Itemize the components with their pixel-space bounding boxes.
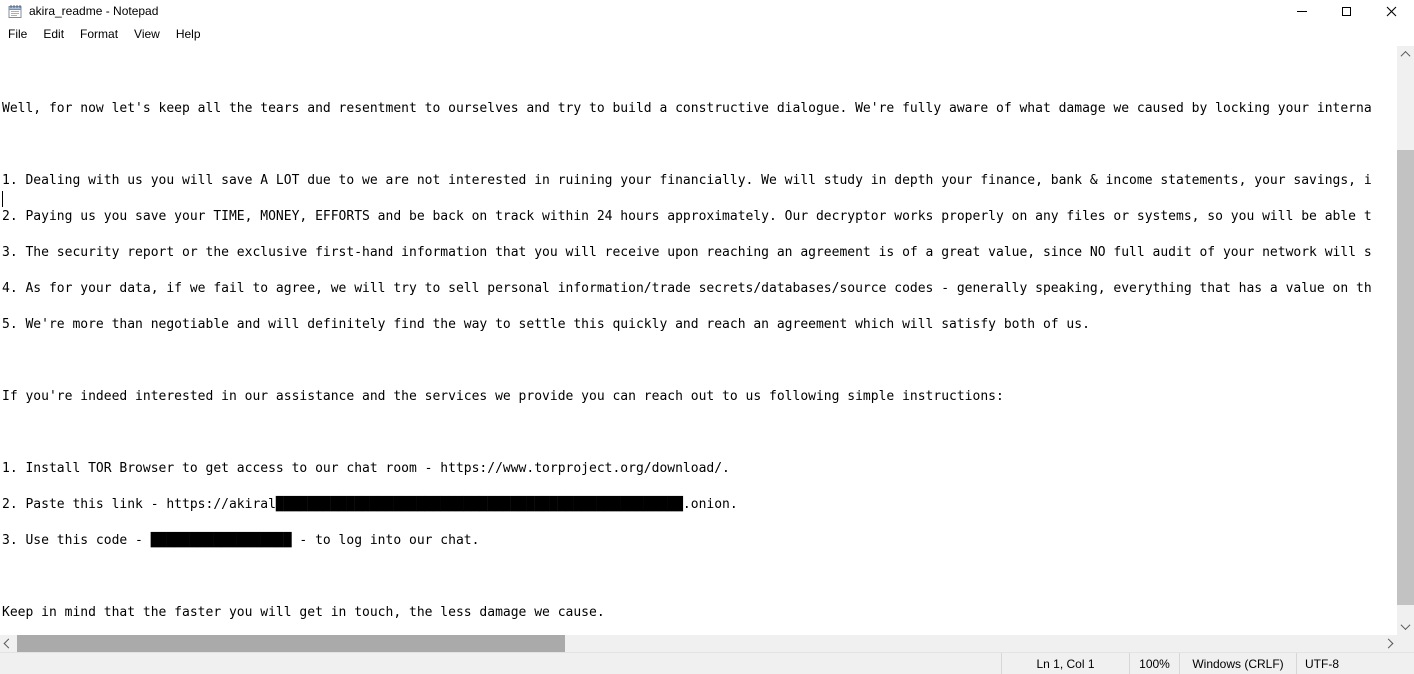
text-line xyxy=(2,478,1397,496)
window-controls xyxy=(1279,0,1414,22)
maximize-button[interactable] xyxy=(1324,0,1369,22)
status-bar xyxy=(0,652,1414,674)
text-line: 2. Paying us you save your TIME, MONEY, EFFORTS and be back on track within 24 hours approximately. Our decryptor works properly on any files or systems, so you will be able t xyxy=(2,209,1372,224)
status-cell-0: Ln 1, Col 1 xyxy=(1001,653,1129,674)
chevron-right-icon xyxy=(1384,639,1394,649)
text-line xyxy=(2,262,1397,280)
text-line: 3. Use this code - ██████████████████ - to log into our chat. xyxy=(2,533,480,548)
text-line xyxy=(2,406,1397,424)
menu-item-edit[interactable]: Edit xyxy=(43,27,65,41)
close-icon xyxy=(1386,6,1397,17)
scrollbar-corner xyxy=(1397,635,1414,652)
close-button[interactable] xyxy=(1369,0,1414,22)
chevron-down-icon xyxy=(1401,620,1411,630)
text-line xyxy=(2,442,1397,460)
title-bar xyxy=(0,0,1414,22)
minimize-icon xyxy=(1297,11,1307,12)
text-line xyxy=(2,514,1397,532)
text-line xyxy=(2,334,1397,352)
text-line xyxy=(2,46,1397,64)
scroll-up-button[interactable] xyxy=(1397,46,1414,63)
text-line: 1. Install TOR Browser to get access to our chat room - https://www.torproject.org/download/. xyxy=(2,461,730,476)
menu-bar xyxy=(0,22,1414,47)
text-line xyxy=(2,370,1397,388)
text-line: 3. The security report or the exclusive first-hand information that you will receive upon reaching an agreement is of a great value, since NO full audit of your network will s xyxy=(2,245,1372,260)
text-line xyxy=(2,64,1397,82)
chevron-up-icon xyxy=(1401,51,1411,61)
text-line xyxy=(2,118,1397,136)
menu-item-file[interactable]: File xyxy=(8,27,28,41)
text-line xyxy=(2,82,1397,100)
scroll-right-button[interactable] xyxy=(1380,635,1397,652)
text-editor[interactable] xyxy=(0,46,1397,635)
text-caret xyxy=(2,191,3,207)
text-line xyxy=(2,352,1397,370)
text-line xyxy=(2,226,1397,244)
text-line: Keep in mind that the faster you will get in touch, the less damage we cause. xyxy=(2,605,605,620)
text-line xyxy=(2,424,1397,442)
notepad-icon xyxy=(7,3,23,19)
chevron-left-icon xyxy=(4,639,14,649)
text-line xyxy=(2,298,1397,316)
text-line: 1. Dealing with us you will save A LOT due to we are not interested in ruining your financially. We will study in depth your finance, bank & income statements, your savings, i xyxy=(2,173,1372,188)
window-title: akira_readme - Notepad xyxy=(29,4,159,18)
text-line: If you're indeed interested in our assistance and the services we provide you can reach out to us following simple instructions: xyxy=(2,389,1004,404)
menu-item-format[interactable]: Format xyxy=(80,27,119,41)
text-line: 5. We're more than negotiable and will definitely find the way to settle this quickly and reach an agreement which will satisfy both of us. xyxy=(2,317,1090,332)
maximize-icon xyxy=(1342,7,1351,16)
text-line xyxy=(2,586,1397,604)
text-line xyxy=(2,154,1397,172)
vertical-scrollbar-thumb[interactable] xyxy=(1397,150,1414,605)
status-cell-3: UTF-8 xyxy=(1296,653,1414,674)
minimize-button[interactable] xyxy=(1279,0,1324,22)
status-filler xyxy=(0,653,1001,674)
menu-item-view[interactable]: View xyxy=(134,27,160,41)
horizontal-scrollbar-thumb[interactable] xyxy=(17,635,565,652)
scroll-down-button[interactable] xyxy=(1397,618,1414,635)
horizontal-scrollbar[interactable] xyxy=(0,635,1397,652)
status-cell-2: Windows (CRLF) xyxy=(1179,653,1296,674)
scroll-left-button[interactable] xyxy=(0,635,17,652)
text-line xyxy=(2,550,1397,568)
menu-item-help[interactable]: Help xyxy=(175,27,201,41)
text-line: 4. As for your data, if we fail to agree, we will try to sell personal information/trade secrets/databases/source codes - generally speaking, everything that has a value on th xyxy=(2,281,1372,296)
status-cell-1: 100% xyxy=(1129,653,1179,674)
text-line xyxy=(2,136,1397,154)
text-line: Well, for now let's keep all the tears and resentment to ourselves and try to build a constructive dialogue. We're fully aware of what damage we caused by locking your interna xyxy=(2,101,1372,116)
vertical-scrollbar[interactable] xyxy=(1397,46,1414,635)
text-line xyxy=(2,190,1397,208)
text-line xyxy=(2,568,1397,586)
text-line: 2. Paste this link - https://akiral████████████████████████████████████████████████████.onion. xyxy=(2,497,738,512)
